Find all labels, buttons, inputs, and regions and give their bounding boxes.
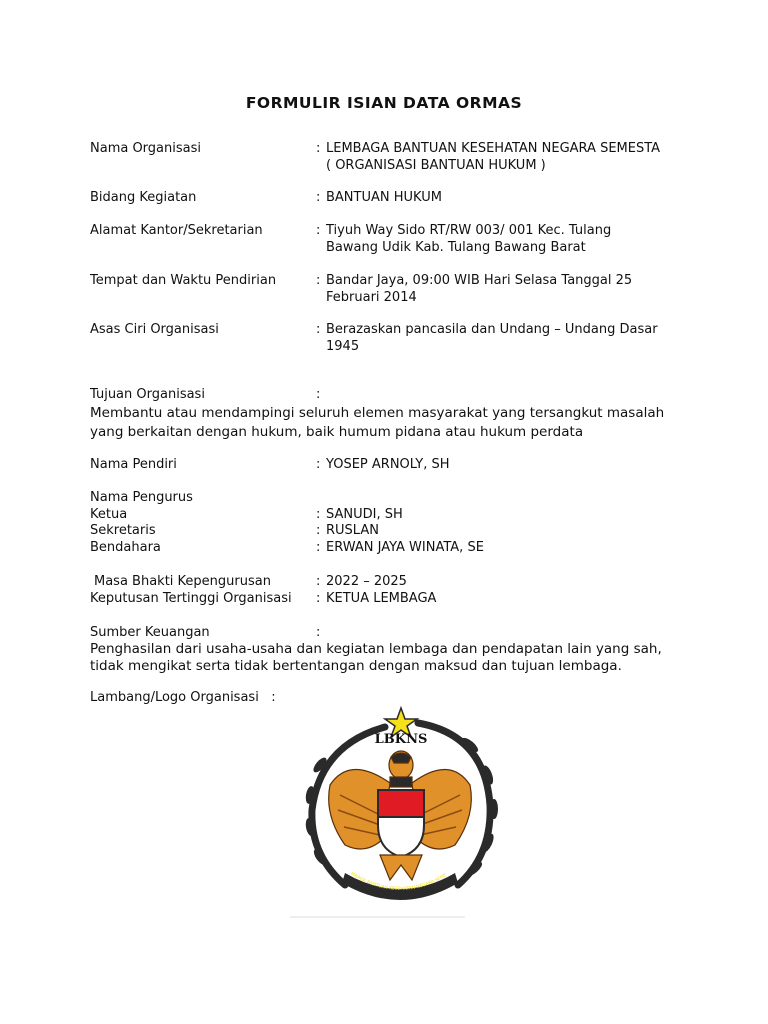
label: Bidang Kegiatan xyxy=(90,190,197,205)
value-line: YOSEP ARNOLY, SH xyxy=(326,457,450,472)
eagle xyxy=(329,751,472,880)
tujuan-text xyxy=(90,404,690,442)
document-page: FORMULIR ISIAN DATA ORMAS Nama Organisasi : LEMBAGA BANTUAN KESEHATAN NEGARA SEMESTA ( ORGANISASI BANTUAN HUKUM ) Bidang Kegiatan : BANTUAN HUKUM Alamat Kantor/Sekretarian : Tiyuh Way Sido RT/RW 003/ 001 Kec. Tulang Bawang Udik Kab. Tulang Bawang Barat Tempat dan Waktu Pendirian : Bandar Jaya, 09:00 WIB Hari Selasa Tanggal 25 Februari 2014 Asas Ciri Organisasi : Berazaskan pancasila dan Undang – Undang Dasar 1945 Tujuan Organisasi : Membantu atau mendampingi seluruh elemen masyarakat yang tersangkut masalah yang berkaitan dengan hukum, baik humum pidana atau hukum perdata Nama Pendiri : YOSEP ARNOLY, SH Nama Pengurus Ketua : SANUDI, SH Sekretaris : RUSLAN Bendahara : ERWAN JAYA WINATA, SE Masa Bhakti Kepengurusan : 2022 – 2025 Keputusan Tertinggi Organisasi : KETUA LEMBAGA Sumber Keuangan : Penghasilan dari usaha-usaha dan kegiatan lembaga dan pendapatan lain yang sah, tidak mengikat serta tidak bertentangan dengan maksud dan tujuan lembaga. Lambang/Logo Organisasi : LBKNS MBAGA BANTUAN KESEHATAN NEGARA SEME xyxy=(0,0,768,1024)
text-line: tidak mengikat serta tidak bertentangan dengan maksud dan tujuan lembaga. xyxy=(90,658,622,674)
logo-label: Lambang/Logo Organisasi : xyxy=(90,690,276,705)
label: Tujuan Organisasi xyxy=(90,387,205,402)
label: Ketua xyxy=(90,507,128,522)
sumber-text xyxy=(90,641,690,675)
value-line: Februari 2014 xyxy=(326,289,417,305)
label: Nama Organisasi xyxy=(90,141,201,156)
label: Keputusan Tertinggi Organisasi xyxy=(90,591,292,606)
value-line: Bandar Jaya, 09:00 WIB Hari Selasa Tanggal 25 xyxy=(326,273,633,288)
value-line: 2022 – 2025 xyxy=(326,574,407,589)
ribbon-text: MBAGA BANTUAN KESEHATAN NEGARA SEME xyxy=(349,871,448,893)
value-line: Tiyuh Way Sido RT/RW 003/ 001 Kec. Tulang xyxy=(326,223,612,238)
label: Nama Pendiri xyxy=(90,457,177,472)
organization-logo xyxy=(290,705,510,920)
value-line: 1945 xyxy=(326,338,360,354)
logo-text: LBKNS xyxy=(374,732,428,747)
value-line: Bawang Udik Kab. Tulang Bawang Barat xyxy=(326,239,586,255)
text-line: Penghasilan dari usaha-usaha dan kegiatan lembaga dan pendapatan lain yang sah, xyxy=(90,641,662,657)
value-line: Berazaskan pancasila dan Undang – Undang Dasar xyxy=(326,322,658,337)
label: Sumber Keuangan xyxy=(90,625,210,640)
value-line: SANUDI, SH xyxy=(326,507,403,522)
label: Masa Bhakti Kepengurusan xyxy=(94,574,271,589)
text-line: Membantu atau mendampingi seluruh elemen masyarakat yang tersangkut masalah xyxy=(90,405,665,421)
value-line: ( ORGANISASI BANTUAN HUKUM ) xyxy=(326,157,546,173)
value-line: KETUA LEMBAGA xyxy=(326,591,437,606)
label: Bendahara xyxy=(90,540,161,555)
label: Asas Ciri Organisasi xyxy=(90,322,219,337)
value-line: BANTUAN HUKUM xyxy=(326,190,442,205)
label: Tempat dan Waktu Pendirian xyxy=(90,273,277,288)
text-line: yang berkaitan dengan hukum, baik humum pidana atau hukum perdata xyxy=(90,424,584,440)
label: Sekretaris xyxy=(90,523,156,538)
label: Alamat Kantor/Sekretarian xyxy=(90,223,263,238)
value-line: ERWAN JAYA WINATA, SE xyxy=(326,540,484,555)
value-line: LEMBAGA BANTUAN KESEHATAN NEGARA SEMESTA xyxy=(326,141,661,156)
form-title: FORMULIR ISIAN DATA ORMAS xyxy=(245,94,523,112)
value-line: RUSLAN xyxy=(326,523,379,538)
